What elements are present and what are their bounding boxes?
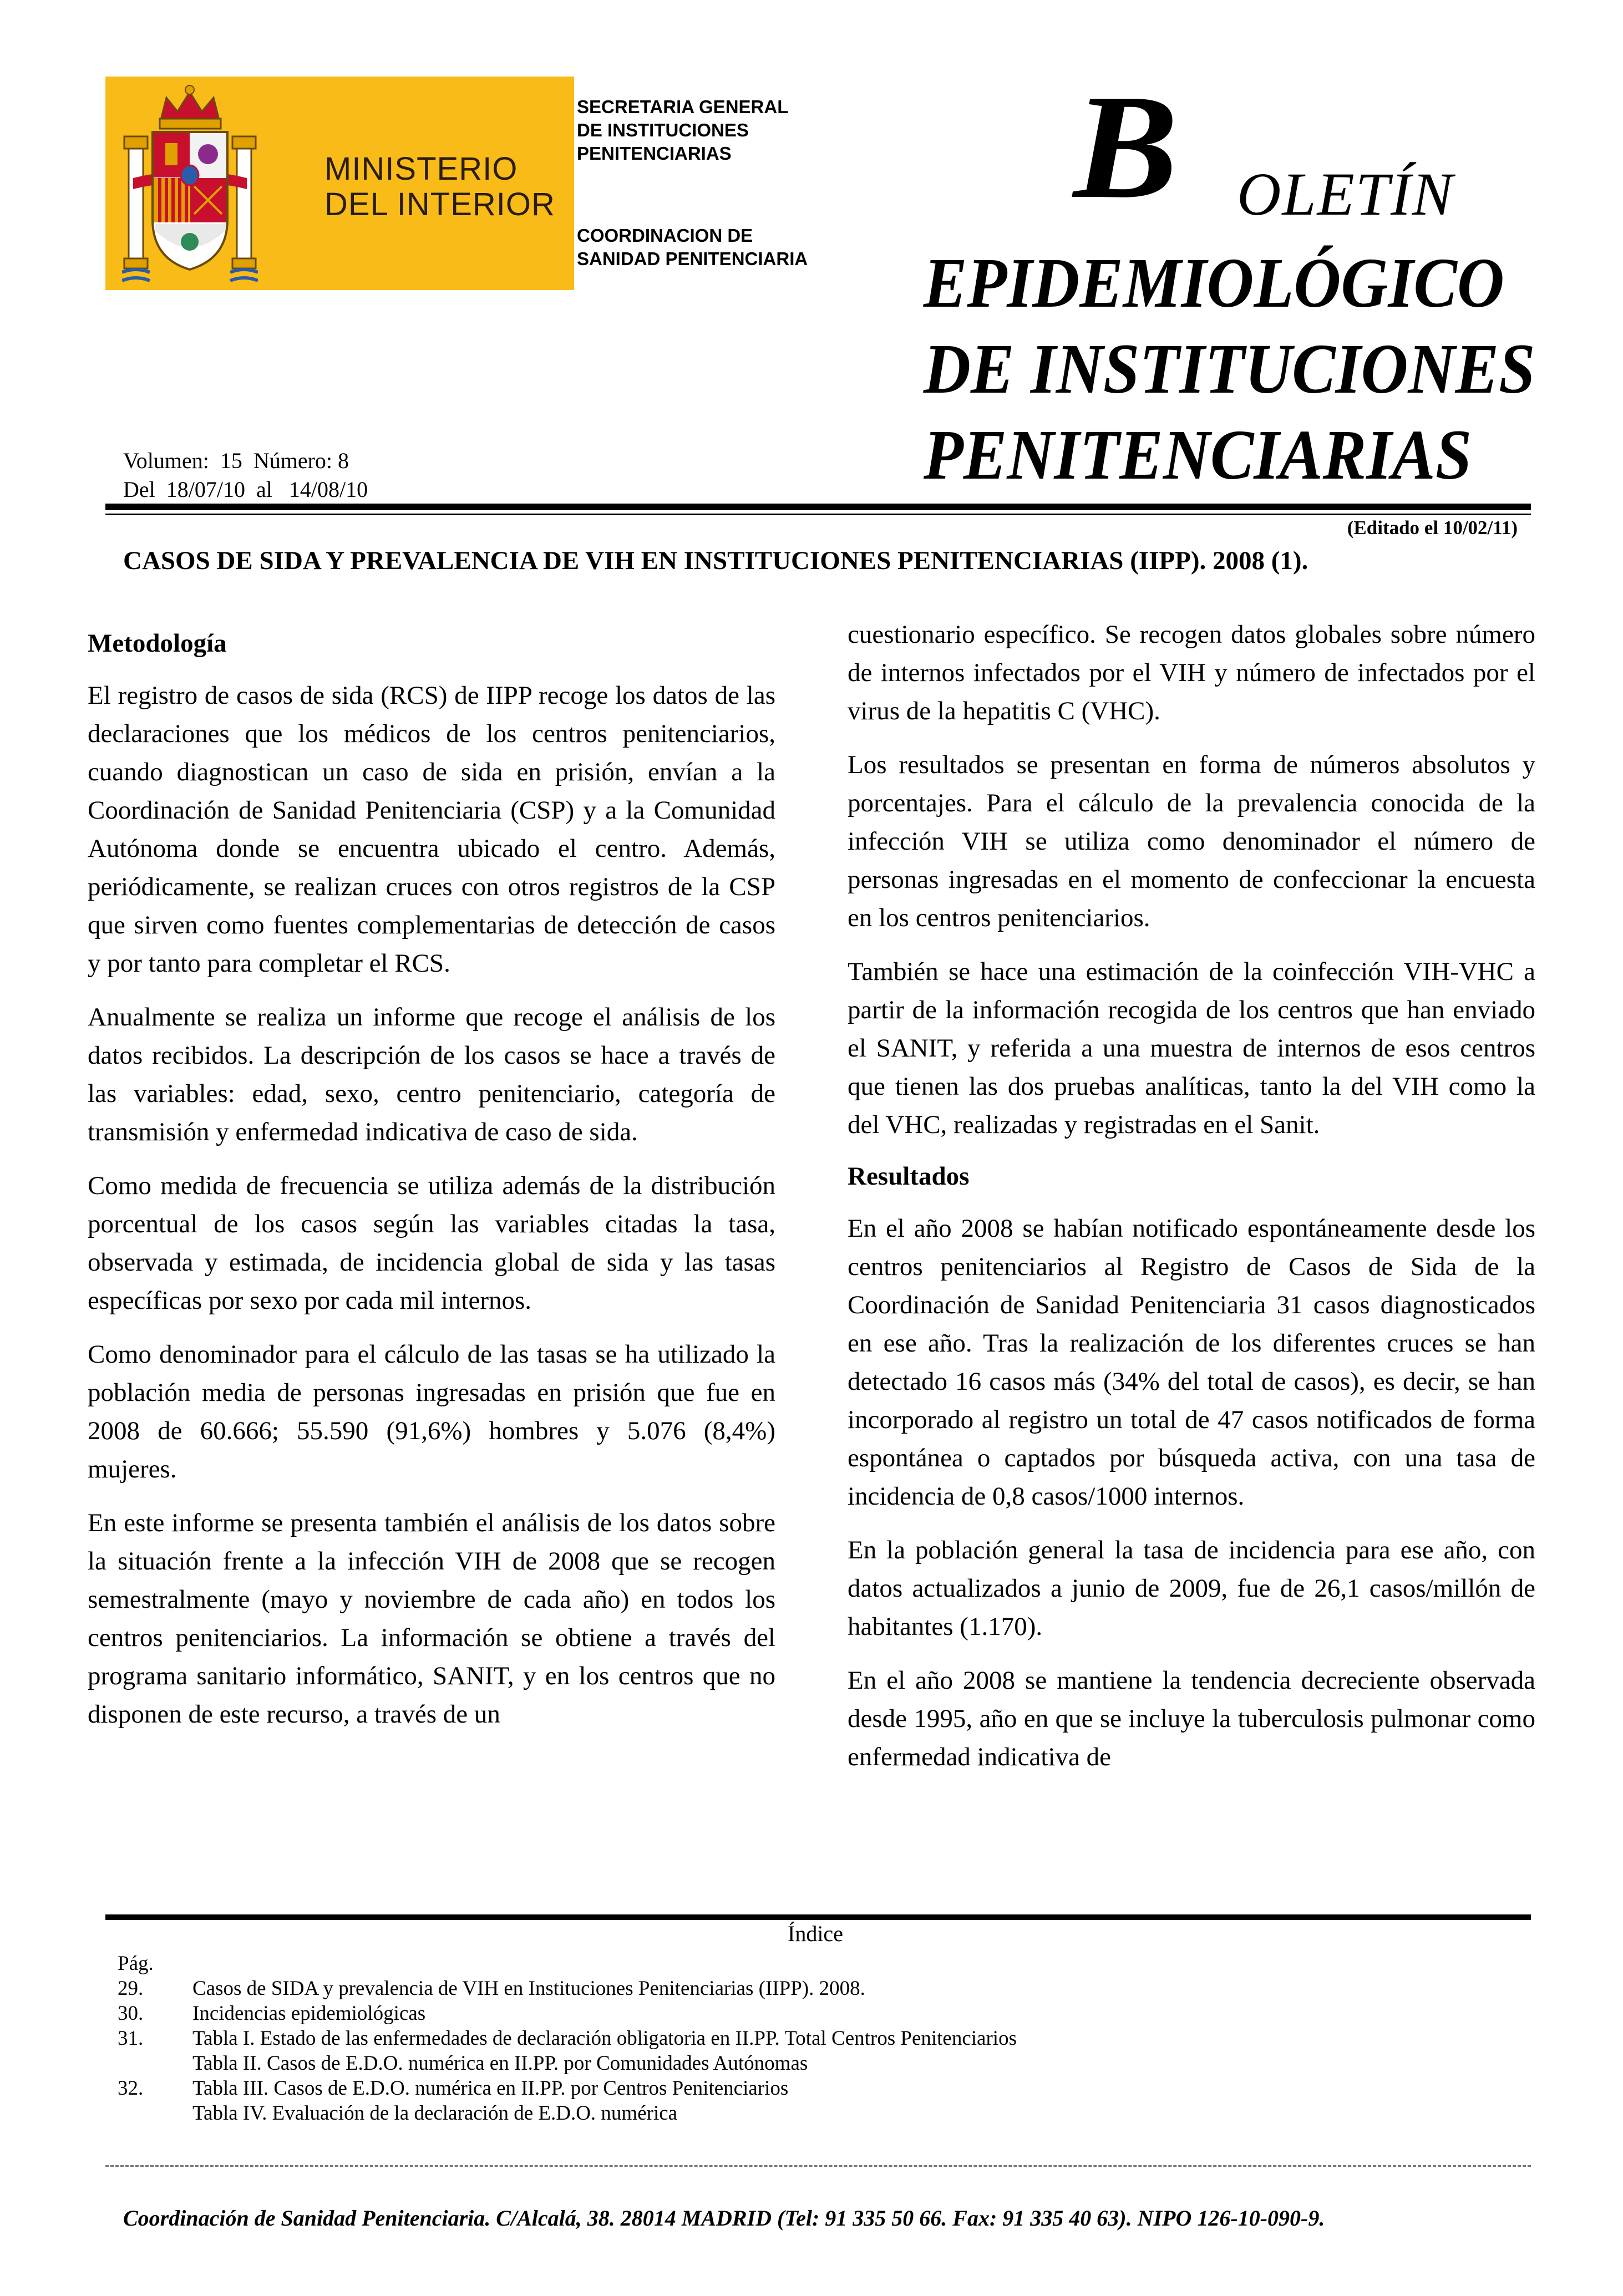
paragraph: En este informe se presenta también el análisis de los datos sobre la situación frente a la infección VIH de 2008 que se recogen semestralmente (mayo y noviembre de cada año) en todos los centros penitenciarios. La información se obtiene a través del programa sanitario informático, SANIT, y en los centros que no disponen de este recurso, a través de un (88, 1508, 775, 1729)
index-entry (118, 1976, 865, 2001)
header-divider (105, 504, 1531, 510)
edited-date: (Editado el 10/02/11) (1347, 517, 1518, 539)
secretaria-label (577, 95, 788, 165)
index-title: Índice (788, 1921, 843, 1946)
article-title: CASOS DE SIDA Y PREVALENCIA DE VIH EN INSTITUCIONES PENITENCIARIAS (IIPP). 2008 (1). (123, 546, 1308, 575)
left-column (88, 627, 775, 1749)
index-entry (118, 2001, 425, 2026)
paragraph: También se hace una estimación de la coinfección VIH-VHC a partir de la información recogida de los centros que han enviado el SANIT, y referida a una muestra de internos de esos centros que tienen las dos pruebas analíticas, tanto la del VIH como la del VHC, realizadas y registradas en el Sanit. (848, 957, 1535, 1139)
coordinacion-line: COORDINACION DE (577, 225, 753, 246)
title-rest: OLETÍN (1237, 160, 1454, 228)
volume-line: Volumen: 15 Número: 8 (123, 448, 349, 473)
index-entry-text: Tabla III. Casos de E.D.O. numérica en II.PP. por Centros Penitenciarios (192, 2077, 789, 2100)
paragraph: Como medida de frecuencia se utiliza además de la distribución porcentual de los casos según las variables citadas la tasa, observada y estimada, de incidencia global de sida y las tasas específicas por sexo por cada mil internos. (88, 1171, 775, 1315)
index-entry (118, 2101, 677, 2126)
header-divider-thin (105, 514, 1531, 515)
secretaria-line: PENITENCIARIAS (577, 143, 732, 164)
right-column (848, 616, 1535, 1792)
index-entry-page: 32. (118, 2077, 144, 2100)
coat-of-arms-icon (122, 81, 258, 289)
index-entry-text: Incidencias epidemiológicas (192, 2002, 426, 2025)
index-entry (118, 2026, 1017, 2051)
paragraph: En el año 2008 se habían notificado espontáneamente desde los centros penitenciarios al Registro de Casos de Sida de la Coordinación de Sanidad Penitenciaria 31 casos diagnosticados en ese año. Tras la realización de los diferentes cruces se han detectado 16 casos más (34% del total de casos), es decir, se han incorporado al registro un total de 47 casos notificados de forma espontánea o captados por búsqueda activa, con una tasa de incidencia de 0,8 casos/1000 internos. (848, 1214, 1535, 1511)
coordinacion-label (577, 224, 808, 271)
section-heading-resultados: Resultados (848, 1162, 970, 1191)
date-line: Del 18/07/10 al 14/08/10 (123, 477, 368, 502)
index-entry-page: 31. (118, 2027, 144, 2050)
paragraph: Como denominador para el cálculo de las tasas se ha utilizado la población media de personas ingresadas en prisión que fue en 2008 de 60.666; 55.590 (91,6%) hombres y 5.076 (8,4%) mujeres. (88, 1340, 775, 1484)
section-heading-metodologia: Metodología (88, 629, 227, 658)
index-entry-text: Tabla II. Casos de E.D.O. numérica en II.PP. por Comunidades Autónomas (192, 2052, 808, 2075)
ministry-name-line1: MINISTERIO (324, 151, 518, 187)
secretaria-line: SECRETARIA GENERAL (577, 96, 789, 117)
index-entry-text: Tabla I. Estado de las enfermedades de declaración obligatoria en II.PP. Total Centros Penitenciarios (192, 2027, 1017, 2050)
index-entry (118, 2051, 808, 2076)
paragraph: En el año 2008 se mantiene la tendencia decreciente observada desde 1995, año en que se incluye la tuberculosis pulmonar como enfermedad indicativa de (848, 1666, 1535, 1771)
title-line-epidemiologico: EPIDEMIOLÓGICO (924, 243, 1504, 322)
ministry-name-line2: DEL INTERIOR (324, 186, 555, 222)
ministry-logo (105, 77, 574, 290)
footer-contact: Coordinación de Sanidad Penitenciaria. C/Alcalá, 38. 28014 MADRID (Tel: 91 335 50 66. Fax: 91 335 40 63). NIPO 126-10-090-9. (123, 2206, 1325, 2231)
title-line-instituciones: DE INSTITUCIONES (924, 329, 1535, 408)
index-divider (105, 1914, 1531, 1920)
index-entry-text: Casos de SIDA y prevalencia de VIH en Instituciones Penitenciarias (IIPP). 2008. (192, 1977, 865, 2000)
index-entry-page: 30. (118, 2002, 144, 2025)
title-initial: B (1073, 64, 1179, 230)
paragraph: Los resultados se presentan en forma de números absolutos y porcentajes. Para el cálculo de la prevalencia conocida de la infección VIH se utiliza como denominador el número de personas ingresadas en el momento de confeccionar la encuesta en los centros penitenciarios. (848, 750, 1535, 932)
title-line-penitenciarias: PENITENCIARIAS (924, 415, 1472, 494)
ministry-name (324, 151, 555, 222)
index-entry-text: Tabla IV. Evaluación de la declaración de E.D.O. numérica (192, 2102, 678, 2125)
footer-divider (105, 2165, 1531, 2167)
paragraph: Anualmente se realiza un informe que recoge el análisis de los datos recibidos. La descripción de los casos se hace a través de las variables: edad, sexo, centro penitenciario, categoría de transmisión y enfermedad indicativa de caso de sida. (88, 1003, 775, 1146)
volume-info (123, 446, 368, 504)
coordinacion-line: SANIDAD PENITENCIARIA (577, 248, 808, 269)
paragraph: cuestionario específico. Se recogen datos globales sobre número de internos infectados por el VIH y número de infectados por el virus de la hepatitis C (VHC). (848, 620, 1535, 725)
secretaria-line: DE INSTITUCIONES (577, 120, 749, 140)
index-page-label: Pág. (118, 1952, 154, 1975)
index-entry-page: 29. (118, 1977, 144, 2000)
paragraph: El registro de casos de sida (RCS) de IIPP recoge los datos de las declaraciones que los médicos de los centros penitenciarios, cuando diagnostican un caso de sida en prisión, envían a la Coordinación de Sanidad Penitenciaria (CSP) y a la Comunidad Autónoma donde se encuentra ubicado el centro. Además, periódicamente, se realizan cruces con otros registros de la CSP que sirven como fuentes complementarias de detección de casos y por tanto para completar el RCS. (88, 681, 775, 978)
paragraph: En la población general la tasa de incidencia para ese año, con datos actualizados a junio de 2009, fue de 26,1 casos/millón de habitantes (1.170). (848, 1536, 1535, 1641)
index-entry (118, 2076, 788, 2101)
